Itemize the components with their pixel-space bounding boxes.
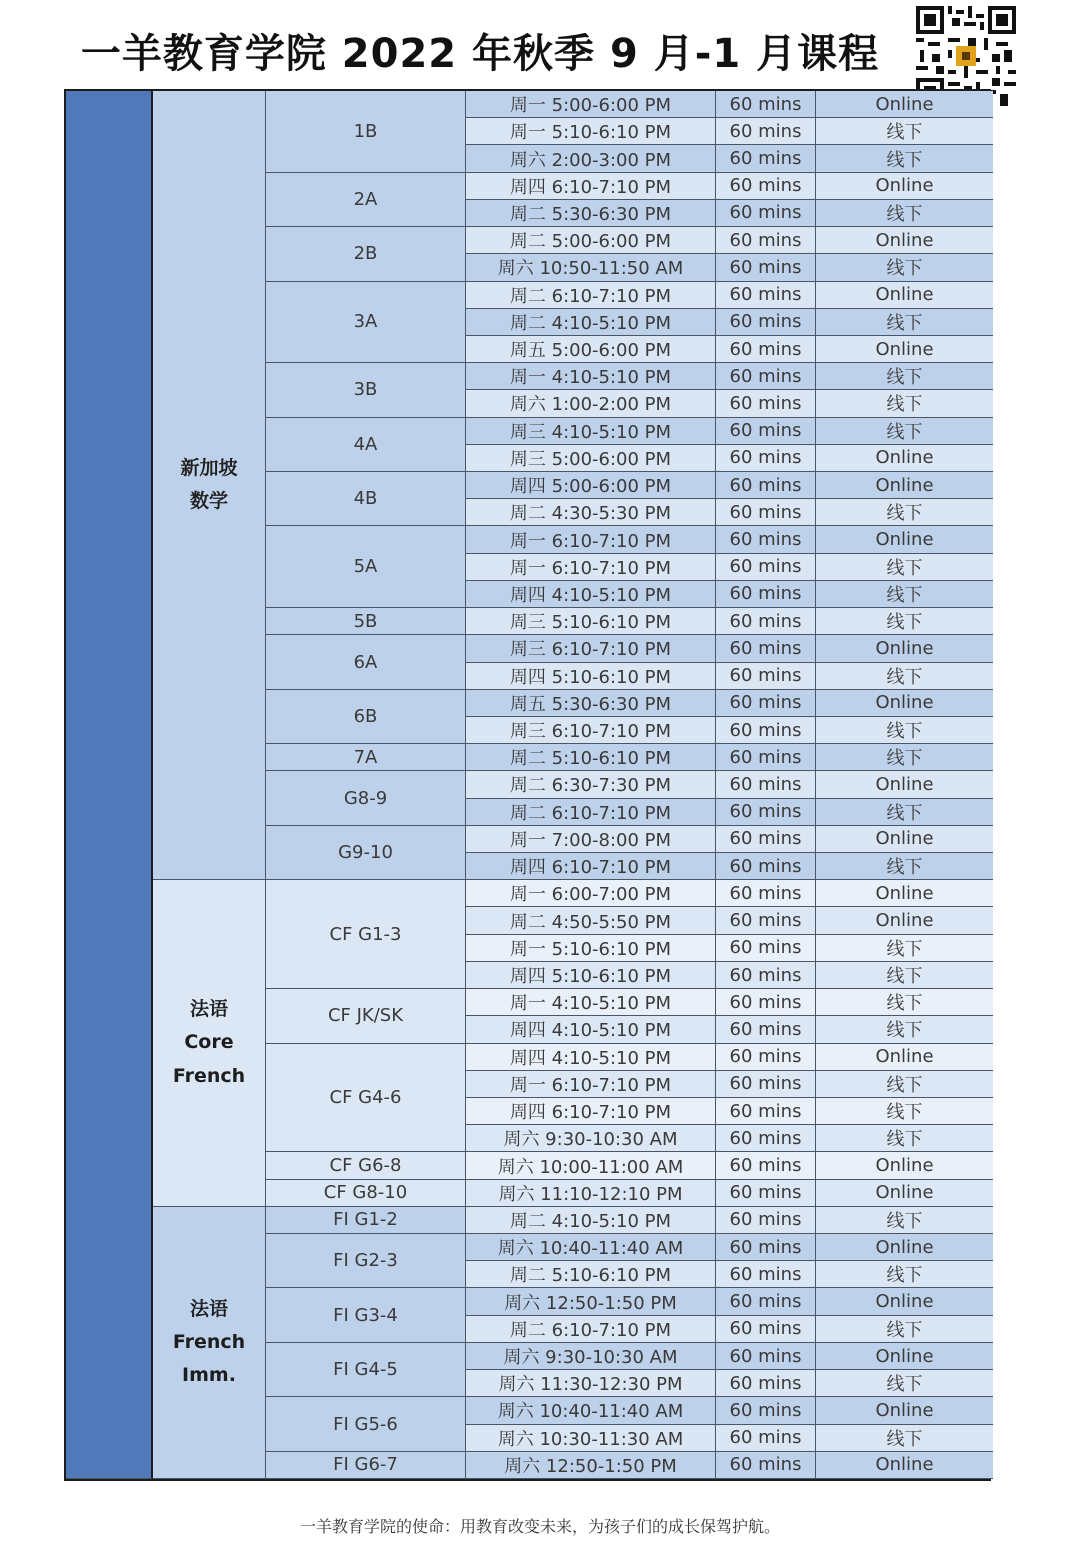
session-mode: Online [816, 690, 993, 717]
session-time: 周六 11:10-12:10 PM [466, 1180, 716, 1207]
class-name: 4B [266, 472, 466, 526]
session-duration: 60 mins [716, 1261, 816, 1288]
session-mode: 线下 [816, 118, 993, 145]
session-mode: Online [816, 1044, 993, 1071]
session-duration: 60 mins [716, 663, 816, 690]
subject-label-line: 法语 [189, 1297, 228, 1320]
session-duration: 60 mins [716, 1343, 816, 1370]
session-mode: 线下 [816, 200, 993, 227]
session-time: 周二 6:10-7:10 PM [466, 282, 716, 309]
class-name: FI G4-5 [266, 1343, 466, 1397]
session-mode: 线下 [816, 1016, 993, 1043]
subject-label [153, 880, 266, 1207]
session-time: 周一 5:10-6:10 PM [466, 935, 716, 962]
session-mode: 线下 [816, 499, 993, 526]
session-duration: 60 mins [716, 962, 816, 989]
session-duration: 60 mins [716, 744, 816, 771]
session-mode: Online [816, 91, 993, 118]
session-time: 周六 12:50-1:50 PM [466, 1288, 716, 1315]
session-duration: 60 mins [716, 581, 816, 608]
session-time: 周二 5:00-6:00 PM [466, 227, 716, 254]
class-name: CF G8-10 [266, 1180, 466, 1207]
session-mode: Online [816, 880, 993, 907]
session-time: 周五 5:30-6:30 PM [466, 690, 716, 717]
session-mode: 线下 [816, 418, 993, 445]
session-duration: 60 mins [716, 173, 816, 200]
session-time: 周一 6:10-7:10 PM [466, 1071, 716, 1098]
subject-label-line: 法语 [189, 998, 228, 1021]
session-time: 周四 4:10-5:10 PM [466, 581, 716, 608]
session-duration: 60 mins [716, 118, 816, 145]
session-time: 周四 6:10-7:10 PM [466, 853, 716, 880]
class-name: 5B [266, 608, 466, 635]
subject-label-line: French [172, 1064, 246, 1087]
session-time: 周四 6:10-7:10 PM [466, 1098, 716, 1125]
session-duration: 60 mins [716, 635, 816, 662]
session-mode: 线下 [816, 608, 993, 635]
subject-label-line: 数学 [189, 490, 228, 513]
session-time: 周三 4:10-5:10 PM [466, 418, 716, 445]
subject-label [153, 91, 266, 880]
session-time: 周六 1:00-2:00 PM [466, 390, 716, 417]
class-name: 6B [266, 690, 466, 744]
session-duration: 60 mins [716, 1316, 816, 1343]
session-mode: Online [816, 1343, 993, 1370]
session-duration: 60 mins [716, 499, 816, 526]
session-duration: 60 mins [716, 1180, 816, 1207]
session-time: 周四 4:10-5:10 PM [466, 1044, 716, 1071]
session-time: 周二 6:10-7:10 PM [466, 1316, 716, 1343]
class-name: 1B [266, 91, 466, 173]
session-duration: 60 mins [716, 771, 816, 798]
session-time: 周六 11:30-12:30 PM [466, 1370, 716, 1397]
page-title: 一羊教育学院 2022 年秋季 9 月-1 月课程 [80, 31, 880, 77]
session-time: 周六 12:50-1:50 PM [466, 1452, 716, 1479]
session-time: 周三 5:10-6:10 PM [466, 608, 716, 635]
session-duration: 60 mins [716, 907, 816, 934]
session-mode: 线下 [816, 390, 993, 417]
session-duration: 60 mins [716, 853, 816, 880]
session-duration: 60 mins [716, 472, 816, 499]
session-time: 周六 10:40-11:40 AM [466, 1234, 716, 1261]
session-mode: 线下 [816, 1098, 993, 1125]
session-duration: 60 mins [716, 282, 816, 309]
session-duration: 60 mins [716, 91, 816, 118]
session-mode: Online [816, 826, 993, 853]
session-mode: 线下 [816, 363, 993, 390]
session-duration: 60 mins [716, 336, 816, 363]
session-mode: Online [816, 1452, 993, 1479]
session-duration: 60 mins [716, 254, 816, 281]
class-name: FI G2-3 [266, 1234, 466, 1288]
class-name: CF G4-6 [266, 1044, 466, 1153]
session-time: 周一 6:10-7:10 PM [466, 554, 716, 581]
session-time: 周六 2:00-3:00 PM [466, 145, 716, 172]
session-duration: 60 mins [716, 418, 816, 445]
class-name: 7A [266, 744, 466, 771]
session-mode: 线下 [816, 1125, 993, 1152]
session-mode: 线下 [816, 744, 993, 771]
session-mode: 线下 [816, 1207, 993, 1234]
session-time: 周二 5:10-6:10 PM [466, 1261, 716, 1288]
session-duration: 60 mins [716, 1425, 816, 1452]
session-duration: 60 mins [716, 1234, 816, 1261]
subject-label-line: Core [184, 1031, 234, 1054]
session-time: 周一 5:00-6:00 PM [466, 91, 716, 118]
session-time: 周四 6:10-7:10 PM [466, 173, 716, 200]
session-mode: Online [816, 472, 993, 499]
session-duration: 60 mins [716, 390, 816, 417]
class-name: FI G1-2 [266, 1207, 466, 1234]
session-duration: 60 mins [716, 935, 816, 962]
session-duration: 60 mins [716, 989, 816, 1016]
session-time: 周五 5:00-6:00 PM [466, 336, 716, 363]
session-duration: 60 mins [716, 363, 816, 390]
session-time: 周三 5:00-6:00 PM [466, 445, 716, 472]
session-mode: 线下 [816, 145, 993, 172]
class-name: FI G5-6 [266, 1397, 466, 1451]
session-mode: 线下 [816, 581, 993, 608]
session-duration: 60 mins [716, 799, 816, 826]
session-time: 周六 10:50-11:50 AM [466, 254, 716, 281]
session-mode: 线下 [816, 717, 993, 744]
subject-label-line: French [172, 1330, 246, 1353]
class-name: 3A [266, 282, 466, 364]
session-duration: 60 mins [716, 1397, 816, 1424]
class-name: 3B [266, 363, 466, 417]
session-duration: 60 mins [716, 880, 816, 907]
session-mode: Online [816, 771, 993, 798]
session-time: 周三 6:10-7:10 PM [466, 717, 716, 744]
mission-statement: 一羊教育学院的使命：用教育改变未来，为孩子们的成长保驾护航。 [299, 1517, 780, 1536]
session-mode: 线下 [816, 309, 993, 336]
class-name: 2B [266, 227, 466, 281]
class-name: 4A [266, 418, 466, 472]
session-time: 周二 4:10-5:10 PM [466, 1207, 716, 1234]
session-mode: Online [816, 1234, 993, 1261]
session-time: 周六 10:40-11:40 AM [466, 1397, 716, 1424]
class-name: G9-10 [266, 826, 466, 880]
session-mode: 线下 [816, 1425, 993, 1452]
session-duration: 60 mins [716, 826, 816, 853]
session-duration: 60 mins [716, 1452, 816, 1479]
session-duration: 60 mins [716, 1071, 816, 1098]
subject-label-line: 新加坡 [180, 456, 238, 479]
course-schedule-table [64, 89, 991, 1481]
session-time: 周三 6:10-7:10 PM [466, 635, 716, 662]
session-time: 周一 7:00-8:00 PM [466, 826, 716, 853]
session-time: 周六 10:30-11:30 AM [466, 1425, 716, 1452]
session-mode: 线下 [816, 853, 993, 880]
session-mode: 线下 [816, 1370, 993, 1397]
session-mode: Online [816, 1152, 993, 1179]
session-duration: 60 mins [716, 554, 816, 581]
session-mode: Online [816, 526, 993, 553]
session-mode: Online [816, 173, 993, 200]
class-name: FI G6-7 [266, 1452, 466, 1479]
subject-label [153, 1207, 266, 1479]
session-mode: Online [816, 1288, 993, 1315]
session-time: 周一 4:10-5:10 PM [466, 989, 716, 1016]
session-mode: 线下 [816, 1071, 993, 1098]
session-duration: 60 mins [716, 1044, 816, 1071]
session-time: 周一 6:10-7:10 PM [466, 526, 716, 553]
session-mode: Online [816, 282, 993, 309]
session-duration: 60 mins [716, 526, 816, 553]
session-time: 周二 5:10-6:10 PM [466, 744, 716, 771]
session-duration: 60 mins [716, 1370, 816, 1397]
session-duration: 60 mins [716, 145, 816, 172]
session-mode: Online [816, 336, 993, 363]
session-time: 周二 5:30-6:30 PM [466, 200, 716, 227]
session-time: 周二 6:30-7:30 PM [466, 771, 716, 798]
session-duration: 60 mins [716, 608, 816, 635]
session-mode: 线下 [816, 1316, 993, 1343]
class-name: 5A [266, 526, 466, 608]
session-time: 周一 5:10-6:10 PM [466, 118, 716, 145]
class-name: CF G6-8 [266, 1152, 466, 1179]
session-mode: 线下 [816, 989, 993, 1016]
session-duration: 60 mins [716, 309, 816, 336]
session-mode: 线下 [816, 799, 993, 826]
session-time: 周四 5:00-6:00 PM [466, 472, 716, 499]
session-duration: 60 mins [716, 445, 816, 472]
session-duration: 60 mins [716, 227, 816, 254]
sidebar-stripe [66, 91, 153, 1479]
session-time: 周四 5:10-6:10 PM [466, 663, 716, 690]
session-time: 周一 4:10-5:10 PM [466, 363, 716, 390]
session-time: 周二 6:10-7:10 PM [466, 799, 716, 826]
class-name: 6A [266, 635, 466, 689]
session-duration: 60 mins [716, 1288, 816, 1315]
session-time: 周六 9:30-10:30 AM [466, 1343, 716, 1370]
class-name: G8-9 [266, 771, 466, 825]
session-time: 周二 4:10-5:10 PM [466, 309, 716, 336]
session-duration: 60 mins [716, 1125, 816, 1152]
session-duration: 60 mins [716, 690, 816, 717]
session-mode: Online [816, 1180, 993, 1207]
session-duration: 60 mins [716, 1207, 816, 1234]
class-name: CF G1-3 [266, 880, 466, 989]
session-mode: Online [816, 635, 993, 662]
session-time: 周二 4:50-5:50 PM [466, 907, 716, 934]
session-time: 周二 4:30-5:30 PM [466, 499, 716, 526]
session-mode: 线下 [816, 962, 993, 989]
session-mode: 线下 [816, 663, 993, 690]
session-duration: 60 mins [716, 1152, 816, 1179]
session-mode: 线下 [816, 554, 993, 581]
session-time: 周六 9:30-10:30 AM [466, 1125, 716, 1152]
session-mode: 线下 [816, 1261, 993, 1288]
session-time: 周一 6:00-7:00 PM [466, 880, 716, 907]
session-time: 周四 4:10-5:10 PM [466, 1016, 716, 1043]
session-mode: Online [816, 227, 993, 254]
session-mode: Online [816, 445, 993, 472]
class-name: CF JK/SK [266, 989, 466, 1043]
class-name: FI G3-4 [266, 1288, 466, 1342]
session-duration: 60 mins [716, 717, 816, 744]
session-mode: 线下 [816, 935, 993, 962]
session-time: 周六 10:00-11:00 AM [466, 1152, 716, 1179]
session-mode: Online [816, 1397, 993, 1424]
session-time: 周四 5:10-6:10 PM [466, 962, 716, 989]
session-duration: 60 mins [716, 200, 816, 227]
session-mode: Online [816, 907, 993, 934]
class-name: 2A [266, 173, 466, 227]
session-duration: 60 mins [716, 1098, 816, 1125]
subject-label-line: Imm. [182, 1364, 236, 1387]
session-duration: 60 mins [716, 1016, 816, 1043]
session-mode: 线下 [816, 254, 993, 281]
